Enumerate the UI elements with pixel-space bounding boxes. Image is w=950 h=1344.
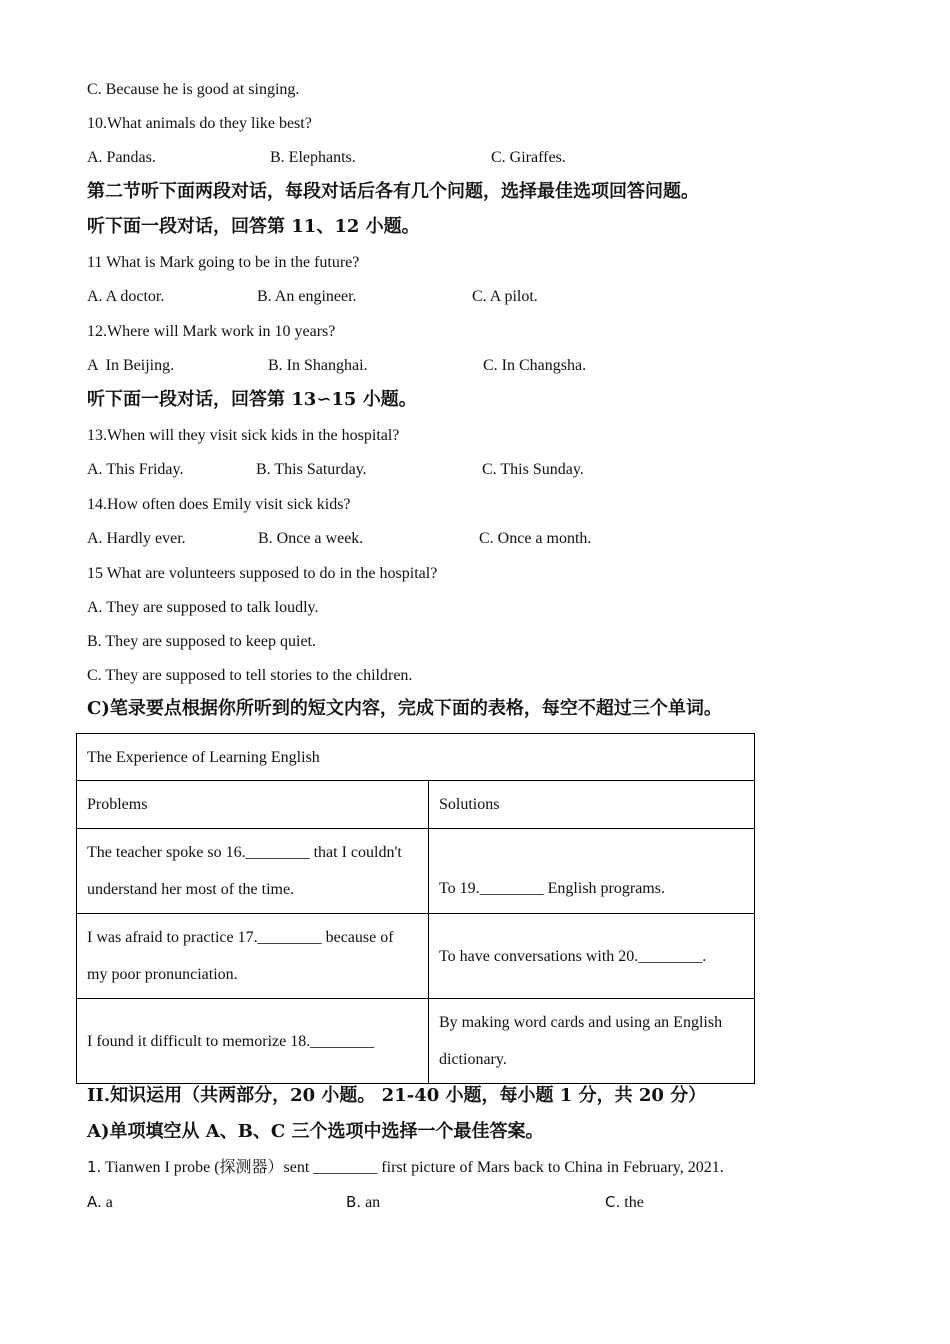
solution-19	[429, 829, 755, 914]
notes-table	[76, 733, 755, 1084]
problem-16-line-2: understand her most of the time.	[87, 881, 295, 898]
q13-option-c: C. This Sunday.	[482, 461, 584, 478]
q11-option-a: A. A doctor.	[87, 288, 165, 305]
q12-option-b: B. In Shanghai.	[268, 357, 368, 374]
table-row	[77, 829, 755, 914]
header-solutions: Solutions	[429, 781, 755, 829]
part-2-heading: II.知识运用（共两部分，20 小题。 21-40 小题，每小题 1 分，共 20 分）	[87, 1085, 707, 1106]
q14-option-b: B. Once a week.	[258, 530, 364, 547]
question-12: 12.Where will Mark work in 10 years?	[87, 323, 336, 340]
question-15: 15 What are volunteers supposed to do in the hospital?	[87, 565, 438, 582]
question-11: 11 What is Mark going to be in the future?	[87, 254, 360, 271]
q12-option-c: C. In Changsha.	[483, 357, 587, 374]
header-problems: Problems	[77, 781, 429, 829]
q1-option-a-text: a	[105, 1194, 113, 1211]
q13-option-b: B. This Saturday.	[256, 461, 367, 478]
q10-option-a: A. Pandas.	[87, 149, 156, 166]
q11-option-c: C. A pilot.	[472, 288, 538, 305]
section-c-heading: C)笔录要点根据你所听到的短文内容，完成下面的表格，每空不超过三个单词。	[87, 698, 722, 719]
q11-option-b: B. An engineer.	[257, 288, 357, 305]
q14-option-c: C. Once a month.	[479, 530, 592, 547]
problem-18: I found it difficult to memorize 18.________	[77, 999, 429, 1084]
section-a-heading: A)单项填空从 A、B、C 三个选项中选择一个最佳答案。	[87, 1121, 544, 1142]
q1-option-b-letter: B.	[346, 1193, 362, 1211]
q1-option-b-text: an	[365, 1194, 381, 1211]
question-13: 13.When will they visit sick kids in the hospital?	[87, 427, 400, 444]
q1-option-a	[87, 1192, 113, 1213]
q15-option-c: C. They are supposed to tell stories to the children.	[87, 667, 413, 684]
q1-option-a-letter: A.	[87, 1193, 102, 1211]
dialogue-2-heading: 听下面一段对话，回答第 13∽15 小题。	[87, 389, 417, 410]
table-row	[77, 914, 755, 999]
table-row	[77, 999, 755, 1084]
solution-19-text: To 19.________ English programs.	[439, 880, 665, 897]
solution-20: To have conversations with 20.________.	[429, 914, 755, 999]
problem-17	[77, 914, 429, 999]
section-2-heading: 第二节听下面两段对话，每段对话后各有几个问题，选择最佳选项回答问题。	[87, 181, 699, 202]
solution-21	[429, 999, 755, 1084]
q15-option-a: A. They are supposed to talk loudly.	[87, 599, 319, 616]
q13-option-a: A. This Friday.	[87, 461, 184, 478]
dialogue-1-heading: 听下面一段对话，回答第 11、12 小题。	[87, 216, 420, 237]
q1-option-c	[605, 1192, 644, 1213]
solution-21-line-1: By making word cards and using an English	[439, 1014, 723, 1031]
q15-option-b: B. They are supposed to keep quiet.	[87, 633, 316, 650]
q12-option-a: A In Beijing.	[87, 357, 175, 374]
question-14: 14.How often does Emily visit sick kids?	[87, 496, 351, 513]
q10-option-c: C. Giraffes.	[491, 149, 566, 166]
q10-option-b: B. Elephants.	[270, 149, 356, 166]
question-1-text: Tianwen I probe (探测器）sent ________ first picture of Mars back to China in February, 2021.	[105, 1159, 724, 1176]
problem-17-line-2: my poor pronunciation.	[87, 966, 238, 983]
q1-option-b	[346, 1192, 380, 1213]
problem-16-line-1: The teacher spoke so 16.________ that I couldn't	[87, 844, 402, 861]
q1-option-c-letter: C.	[605, 1193, 621, 1211]
q1-option-c-text: the	[624, 1194, 644, 1211]
question-1	[87, 1157, 724, 1178]
line-q9-option-c: C. Because he is good at singing.	[87, 81, 300, 98]
problem-17-line-1: I was afraid to practice 17.________ because of	[87, 929, 394, 946]
problem-16	[77, 829, 429, 914]
question-1-number: 1.	[87, 1158, 102, 1176]
solution-21-line-2: dictionary.	[439, 1051, 507, 1068]
table-title: The Experience of Learning English	[77, 734, 755, 781]
question-10: 10.What animals do they like best?	[87, 115, 312, 132]
q14-option-a: A. Hardly ever.	[87, 530, 186, 547]
